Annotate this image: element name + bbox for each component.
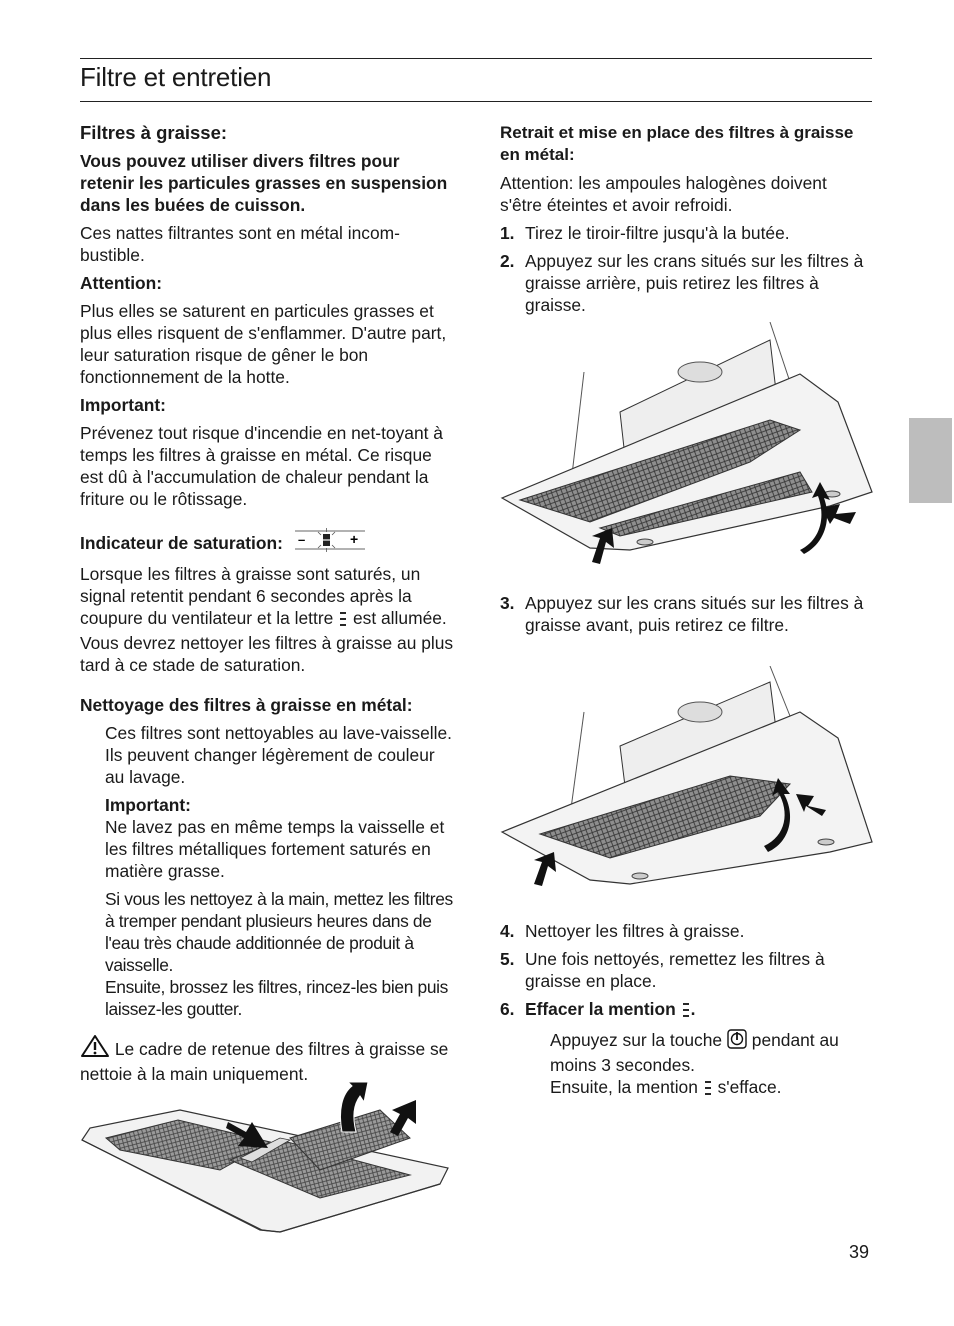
cleaning-text: Ces filtres sont nettoyables au lave-vaisselle. Ils peuvent changer légèrement de couleur au lavage. [105, 723, 453, 787]
top-rule [80, 58, 872, 59]
step-4-text: Nettoyer les filtres à graisse. [525, 921, 745, 941]
hood-rear-filter-illustration [500, 322, 878, 568]
right-column-step3 [500, 592, 872, 642]
cleaning-important-label: Important: [105, 795, 191, 815]
step-6-label: Effacer la mention [525, 999, 676, 1019]
intro-bold: Vous pouvez utiliser divers filtres pour retenir les particules grasses en suspension dans les buées de cuisson. [80, 151, 448, 215]
right-attention-text: les ampoules halogènes doivent s'être éteintes et avoir refroidi. [500, 173, 827, 215]
warning-triangle-icon [80, 1034, 110, 1063]
important-label: Important: [80, 395, 166, 415]
attention-label: Attention: [80, 273, 163, 293]
step-6-detail [500, 1029, 872, 1101]
step-3-number: 3. [500, 593, 515, 613]
saturation-text [80, 563, 455, 676]
step-4 [500, 920, 872, 942]
step-1 [500, 222, 872, 244]
step-4-number: 4. [500, 921, 515, 941]
left-column [80, 122, 455, 1085]
right-attention [500, 172, 872, 216]
step-1-number: 1. [500, 223, 515, 243]
intro-text: Ces nattes filtrantes sont en métal incom-bustible. [80, 223, 400, 265]
step-3-text: Appuyez sur les crans situés sur les filtres à graisse avant, puis retirez ce filtre. [525, 593, 864, 635]
right-column [500, 122, 872, 322]
attention-text: Plus elles se saturent en particules grasses et plus elles risquent de s'enflammer. D'autre part, leur saturation risque de gêner le bon fonctionnement de la hotte. [80, 301, 447, 387]
side-tab-marker [909, 418, 952, 503]
hand-wash-text: Si vous les nettoyez à la main, mettez les filtres à tremper pendant plusieurs heures dans de l'eau très chaude additionnée de produit à vaisselle. [105, 889, 453, 975]
indicator-label: Indicateur de saturation: [80, 533, 283, 553]
step-5-number: 5. [500, 949, 515, 969]
saturation-text-2: est allumée. Vous devrez nettoyer les filtres à graisse au plus tard à ce stade de saturation. [80, 608, 454, 675]
saturation-letter-icon [703, 1078, 713, 1101]
important-text: Prévenez tout risque d'incendie en net-toyant à temps les filtres à graisse en métal. Ce risque est dû à l'accumulation de chaleur pendant la friture ou le rôtissage. [80, 423, 443, 509]
frame-note-text: Le cadre de retenue des filtres à graisse se nettoie à la main uniquement. [80, 1039, 449, 1084]
step6-text-4: s'efface. [717, 1077, 782, 1097]
page-number: 39 [849, 1242, 870, 1262]
saturation-text-1: Lorsque les filtres à graisse sont saturés, un signal retentit pendant 6 secondes après la coupure du ventilateur et la lettre [80, 564, 421, 628]
filter-frame-illustration [80, 1080, 452, 1242]
indicator-heading [80, 528, 455, 557]
frame-note [80, 1034, 455, 1085]
grease-filters-heading: Filtres à graisse: [80, 122, 228, 143]
step-2-number: 2. [500, 251, 515, 271]
saturation-indicator-icon [294, 528, 366, 557]
step-6-text: Effacer la mention . [525, 998, 695, 1023]
indicator-minus: – [297, 532, 306, 547]
right-attention-label: Attention: [500, 173, 574, 193]
step6-text-3: Ensuite, la mention [550, 1077, 698, 1097]
step-6 [500, 998, 872, 1023]
right-column-steps [500, 920, 872, 1101]
step-2 [500, 250, 872, 316]
step6-text-2: pendant au moins 3 secondes. [550, 1030, 839, 1075]
step-5 [500, 948, 872, 992]
indicator-plus: + [349, 531, 358, 547]
step6-text-1: Appuyez sur la touche [550, 1030, 723, 1050]
step-3 [500, 592, 872, 636]
hood-front-filter-illustration [500, 666, 878, 888]
saturation-letter-icon [681, 1000, 691, 1023]
title-rule [80, 101, 872, 102]
power-button-icon [727, 1029, 747, 1054]
cleaning-heading: Nettoyage des filtres à graisse en métal: [80, 695, 413, 715]
saturation-letter-icon [338, 609, 348, 632]
cleaning-important-text: Ne lavez pas en même temps la vaisselle et les filtres métalliques fortement saturés en matière grasse. [105, 817, 445, 881]
hand-wash-text-2: Ensuite, brossez les filtres, rincez-les bien puis laissez-les goutter. [105, 977, 449, 1019]
step-2-text: Appuyez sur les crans situés sur les filtres à graisse arrière, puis retirez les filtres à graisse. [525, 251, 864, 315]
step-6-number: 6. [500, 999, 515, 1019]
removal-heading: Retrait et mise en place des filtres à graisse en métal: [500, 123, 854, 164]
page-title: Filtre et entretien [80, 62, 272, 92]
step-1-text: Tirez le tiroir-filtre jusqu'à la butée. [525, 223, 790, 243]
step-5-text: Une fois nettoyés, remettez les filtres à graisse en place. [525, 949, 825, 991]
